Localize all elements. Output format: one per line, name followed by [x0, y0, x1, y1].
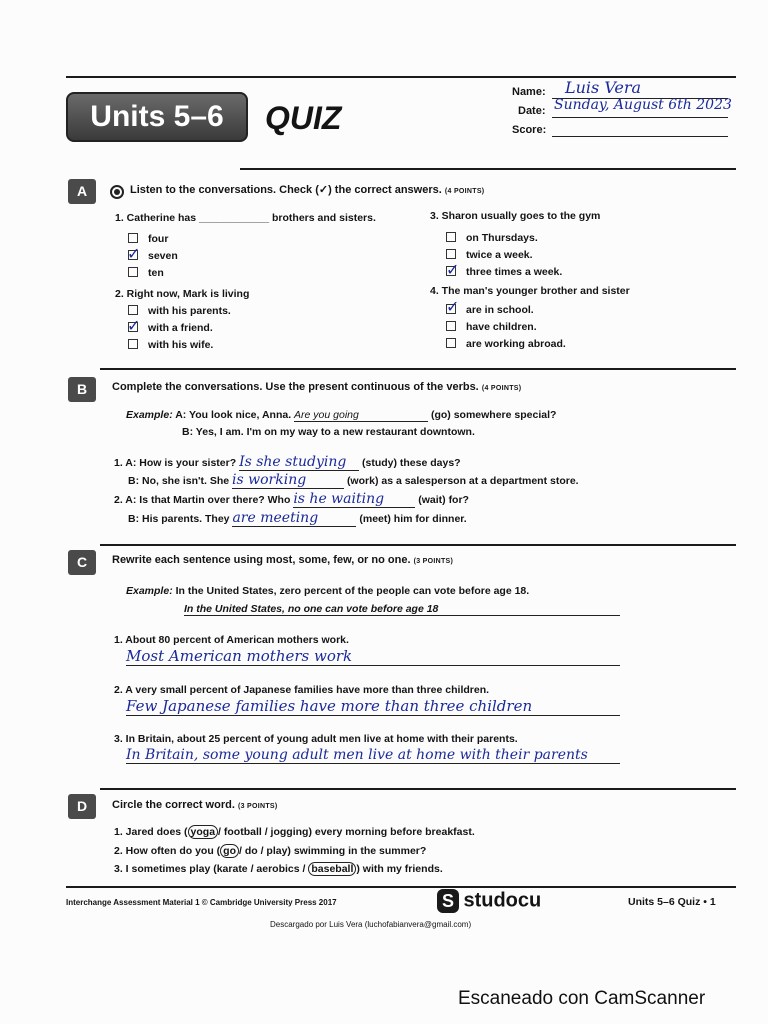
- example-text: (go) somewhere special?: [430, 409, 557, 421]
- name-label: Name:: [512, 86, 546, 98]
- question-d2: [114, 845, 426, 857]
- option-label: twice a week.: [466, 249, 533, 261]
- answer-field[interactable]: Is she studying: [239, 454, 359, 471]
- units-badge-text: Units 5–6: [90, 100, 224, 133]
- option-label: are in school.: [466, 304, 534, 316]
- prompt-text: 1. Jared does (: [114, 826, 188, 838]
- section-a-points: (4 POINTS): [444, 188, 485, 195]
- checkbox[interactable]: [446, 338, 456, 348]
- prompt-text: (work) as a salesperson at a department store.: [346, 475, 579, 487]
- example-answer: Are you going: [294, 409, 428, 422]
- question-a3: 3. Sharon usually goes to the gym: [430, 210, 601, 222]
- header-bottom-rule: [240, 168, 736, 170]
- answer-c3[interactable]: In Britain, some young adult men live at home with their parents: [126, 747, 620, 764]
- studocu-s-icon: S: [437, 889, 459, 913]
- answer-field[interactable]: is working: [232, 472, 344, 489]
- score-label: Score:: [512, 124, 547, 136]
- score-line: [552, 136, 728, 137]
- option-a2-3[interactable]: [128, 339, 213, 351]
- section-b-rule: [100, 368, 736, 370]
- circled-answer[interactable]: go: [220, 844, 239, 858]
- option-label: ten: [148, 267, 164, 279]
- prompt-text: 2. A: Is that Martin over there? Who: [114, 494, 291, 506]
- check-mark-icon: ✓: [446, 297, 460, 316]
- section-a-badge: A: [68, 179, 96, 204]
- question-a2: 2. Right now, Mark is living: [115, 288, 250, 300]
- section-d-rule: [100, 788, 736, 790]
- checkbox[interactable]: [128, 305, 138, 315]
- question-c3: 3. In Britain, about 25 percent of young adult men live at home with their parents.: [114, 733, 518, 745]
- checkbox[interactable]: [446, 232, 456, 242]
- b-line-4: [128, 510, 467, 527]
- date-label: Date:: [518, 105, 546, 117]
- option-label: are working abroad.: [466, 338, 566, 350]
- example-text: A: You look nice, Anna.: [175, 409, 292, 421]
- downloaded-by: Descargado por Luis Vera (luchofabianvera@gmail.com): [270, 920, 472, 929]
- footer-copyright: Interchange Assessment Material 1 © Cambridge University Press 2017: [66, 898, 337, 907]
- question-c2: 2. A very small percent of Japanese families have more than three children.: [114, 684, 490, 696]
- option-label: three times a week.: [466, 266, 563, 278]
- option-label: seven: [148, 250, 178, 262]
- section-a-instruction-text: Listen to the conversations. Check (✓) the correct answers.: [130, 184, 442, 196]
- option-label: have children.: [466, 321, 537, 333]
- section-c-instruction: [112, 554, 453, 566]
- prompt-text: (study) these days?: [361, 457, 461, 469]
- section-b-instruction: [112, 381, 521, 393]
- checkbox[interactable]: [446, 321, 456, 331]
- studocu-logo: [437, 889, 541, 913]
- option-a3-3[interactable]: [446, 266, 562, 278]
- section-b-badge: B: [68, 377, 96, 402]
- prompt-text: 3. I sometimes play (karate / aerobics /: [114, 863, 306, 875]
- example-c: [126, 585, 529, 597]
- studocu-brand: studocu: [463, 889, 542, 912]
- option-a2-1[interactable]: [128, 305, 231, 317]
- section-c-rule: [100, 544, 736, 546]
- section-c-instruction-text: Rewrite each sentence using most, some, few, or no one.: [112, 554, 411, 566]
- section-d-instruction: [112, 799, 278, 811]
- example-text: In the United States, zero percent of the people can vote before age 18.: [175, 585, 530, 597]
- option-label: with his parents.: [148, 305, 231, 317]
- checkbox[interactable]: [128, 233, 138, 243]
- question-d1: [114, 826, 475, 838]
- question-c1: 1. About 80 percent of American mothers work.: [114, 634, 349, 646]
- section-a-instruction: [130, 183, 484, 196]
- option-label: with a friend.: [148, 322, 213, 334]
- example-label: Example:: [126, 585, 173, 597]
- quiz-title: QUIZ: [265, 100, 342, 136]
- checkbox[interactable]: [128, 339, 138, 349]
- section-c-badge: C: [68, 550, 96, 575]
- units-badge: [66, 92, 248, 142]
- footer-page-label: Units 5–6 Quiz • 1: [628, 896, 716, 908]
- prompt-text: 2. How often do you (: [114, 845, 221, 857]
- prompt-text: B: His parents. They: [128, 513, 230, 525]
- prompt-text: (wait) for?: [418, 494, 469, 506]
- option-a4-3[interactable]: [446, 338, 566, 350]
- prompt-text: / do / play) swimming in the summer?: [239, 845, 427, 857]
- example-label: Example:: [126, 409, 173, 421]
- example-b-b: B: Yes, I am. I'm on my way to a new restaurant downtown.: [182, 426, 475, 438]
- option-a2-2[interactable]: [128, 322, 213, 334]
- prompt-text: 1. A: How is your sister?: [114, 457, 237, 469]
- prompt-text: B: No, she isn't. She: [128, 475, 230, 487]
- section-b-instruction-text: Complete the conversations. Use the present continuous of the verbs.: [112, 381, 479, 393]
- example-b-a: [126, 409, 556, 422]
- camscanner-watermark: Escaneado con CamScanner: [458, 988, 706, 1009]
- check-mark-icon: ✓: [127, 244, 141, 263]
- option-a4-2[interactable]: [446, 321, 537, 333]
- answer-c2[interactable]: Few Japanese families have more than three children: [126, 697, 620, 716]
- section-d-badge: D: [68, 794, 96, 819]
- circled-answer[interactable]: yoga: [188, 825, 219, 839]
- b-line-3: [114, 491, 469, 508]
- date-line: [552, 117, 728, 118]
- check-mark-icon: ✓: [127, 316, 141, 335]
- question-a4: 4. The man's younger brother and sister: [430, 285, 630, 297]
- footer-rule: [66, 886, 736, 888]
- answer-field[interactable]: are meeting: [232, 510, 356, 527]
- prompt-text: / football / jogging) every morning before breakfast.: [218, 826, 475, 838]
- option-label: with his wife.: [148, 339, 214, 351]
- section-c-points: (3 POINTS): [413, 558, 454, 565]
- option-label: four: [148, 233, 169, 245]
- answer-c1[interactable]: Most American mothers work: [126, 647, 620, 666]
- b-line-1: [114, 454, 461, 471]
- circled-answer[interactable]: baseball: [308, 862, 356, 876]
- answer-field[interactable]: is he waiting: [293, 491, 415, 508]
- option-a1-3[interactable]: [128, 267, 164, 279]
- checkbox[interactable]: [128, 267, 138, 277]
- name-value: Luis Vera: [565, 78, 642, 97]
- section-d-points: (3 POINTS): [237, 803, 278, 810]
- question-a1: 1. Catherine has ____________ brothers and sisters.: [115, 212, 376, 224]
- option-label: on Thursdays.: [466, 232, 538, 244]
- check-mark-icon: ✓: [446, 260, 460, 279]
- checkbox[interactable]: [446, 249, 456, 259]
- section-d-instruction-text: Circle the correct word.: [112, 799, 235, 811]
- option-a3-1[interactable]: [446, 232, 538, 244]
- example-c-answer: In the United States, no one can vote before age 18: [184, 603, 620, 616]
- audio-icon: [110, 185, 124, 199]
- date-value: Sunday, August 6th 2023: [554, 97, 732, 113]
- prompt-text: ) with my friends.: [356, 863, 443, 875]
- prompt-text: (meet) him for dinner.: [359, 513, 467, 525]
- question-d3: [114, 863, 443, 875]
- section-b-points: (4 POINTS): [481, 385, 522, 392]
- b-line-2: [128, 472, 579, 489]
